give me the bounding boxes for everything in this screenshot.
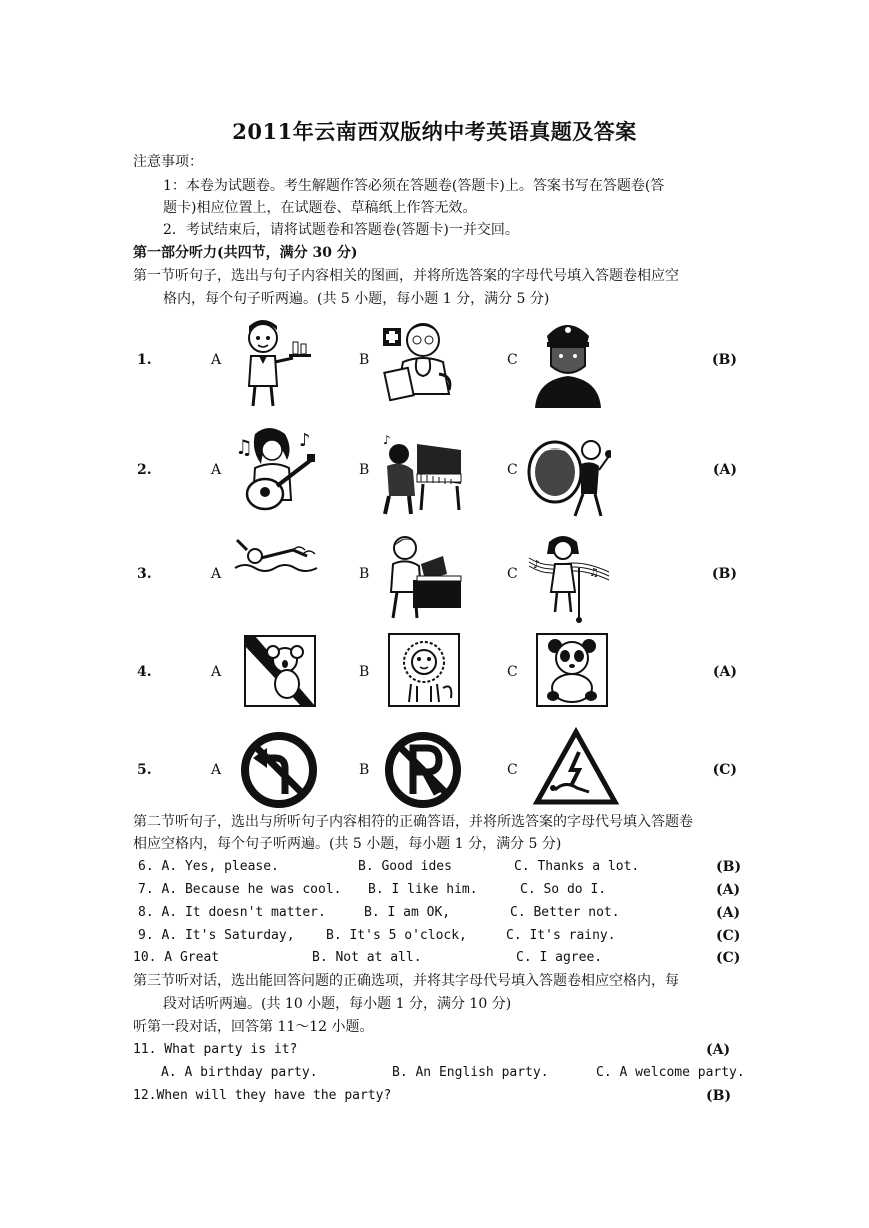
answer-label: (B) — [716, 859, 742, 875]
option-c-label: C — [507, 352, 518, 368]
option-b: B. Good ides — [358, 859, 452, 874]
option-b-label: B — [359, 566, 370, 582]
answer-label: (B) — [706, 1088, 732, 1104]
option-b: B. It's 5 o'clock, — [326, 928, 467, 943]
answer-label: (A) — [706, 1042, 731, 1058]
question-text: 11. What party is it? — [133, 1042, 298, 1057]
answer-label: (A) — [716, 905, 741, 921]
option-a-label: A — [211, 664, 222, 680]
section2-instructions-line-1: 第二节听句子，选出与所听句子内容相符的正确答语，并将所选答案的字母代号填入答题卷 — [133, 814, 693, 830]
pianist-boy-icon — [377, 528, 463, 624]
option-c: C. Thanks a lot. — [514, 859, 640, 874]
option-b: B. Not at all. — [312, 950, 422, 965]
svg-text:♪: ♪ — [533, 558, 541, 571]
option-b-label: B — [359, 352, 370, 368]
svg-text:♪: ♪ — [383, 433, 391, 447]
section3-instructions-line-2: 段对话听两遍。(共 10 小题，每小题 1 分，满分 10 分) — [163, 996, 512, 1012]
picture-question-5 — [133, 724, 743, 820]
doctor-icon — [377, 314, 463, 410]
option-a-label: A — [211, 462, 222, 478]
question-text: 12.When will they have the party? — [133, 1088, 392, 1103]
notice-heading: 注意事项： — [133, 154, 203, 170]
picture-question-3 — [133, 528, 743, 624]
notice-item-1-line-2: 题卡)相应位置上，在试题卷、草稿纸上作答无效。 — [163, 200, 477, 216]
question-number: 1. — [137, 352, 152, 368]
notice-item-2: 2．考试结束后，请将试题卷和答题卷(答题卡)一并交回。 — [163, 222, 519, 238]
piano-player-icon — [377, 424, 463, 520]
option-a-label: A — [211, 762, 222, 778]
lion-icon — [387, 626, 473, 722]
policeman-icon — [525, 314, 611, 410]
option-a-label: A — [211, 352, 222, 368]
option-a: 10. A Great — [133, 950, 220, 965]
question-number: 5. — [137, 762, 152, 778]
answer-label: (C) — [712, 762, 737, 778]
section1-instructions-line-2: 格内，每个句子听两遍。(共 5 小题，每小题 1 分，满分 5 分) — [163, 291, 550, 307]
section3-instructions-line-1: 第三节听对话，选出能回答问题的正确选项，并将其字母代号填入答题卷相应空格内，每 — [133, 973, 679, 989]
option-b-label: B — [359, 664, 370, 680]
picture-question-1 — [133, 314, 743, 410]
section1-instructions-line-1: 第一节听句子，选出与句子内容相关的图画，并将所选答案的字母代号填入答题卷相应空 — [133, 268, 679, 284]
koala-icon — [243, 626, 329, 722]
option-c-label: C — [507, 462, 518, 478]
answer-label: (B) — [711, 352, 737, 368]
waiter-icon — [233, 314, 319, 410]
option-c: C. A welcome party. — [596, 1065, 745, 1080]
question-number: 3. — [137, 566, 152, 582]
answer-label: (C) — [716, 928, 741, 944]
dialog-1-heading: 听第一段对话，回答第 11～12 小题。 — [133, 1019, 374, 1035]
page-title: 2011年云南西双版纳中考英语真题及答案 — [232, 119, 637, 144]
svg-text:♪: ♪ — [299, 430, 311, 451]
picture-question-4 — [133, 626, 743, 722]
singer-girl-icon — [525, 528, 611, 624]
question-number: 2. — [137, 462, 152, 478]
option-c: C. Better not. — [510, 905, 620, 920]
option-b: B. I like him. — [368, 882, 478, 897]
option-b: B. An English party. — [392, 1065, 549, 1080]
section2-instructions-line-2: 相应空格内，每个句子听两遍。(共 5 小题，每小题 1 分，满分 5 分) — [133, 836, 562, 852]
option-c: C. So do I. — [520, 882, 607, 897]
answer-label: (A) — [712, 462, 737, 478]
notice-item-1-line-1: 1：本卷为试题卷。考生解题作答必须在答题卷(答题卡)上。答案书写在答题卷(答 — [163, 178, 665, 194]
option-c: C. I agree. — [516, 950, 603, 965]
answer-label: (C) — [716, 950, 741, 966]
no-left-turn-sign-icon — [239, 724, 325, 820]
option-b-label: B — [359, 462, 370, 478]
option-a: 8. A. It doesn't matter. — [138, 905, 326, 920]
svg-text:♫: ♫ — [235, 435, 253, 459]
answer-label: (B) — [711, 566, 737, 582]
picture-question-2 — [133, 424, 743, 520]
swimmer-icon — [233, 528, 319, 624]
drummer-icon — [525, 424, 611, 520]
question-number: 4. — [137, 664, 152, 680]
option-b-label: B — [359, 762, 370, 778]
guitar-player-icon — [233, 424, 319, 520]
option-a: 9. A. It's Saturday, — [138, 928, 295, 943]
panda-icon — [535, 626, 621, 722]
electric-danger-sign-icon — [533, 724, 619, 820]
option-c: C. It's rainy. — [506, 928, 616, 943]
option-a: 6. A. Yes, please. — [138, 859, 279, 874]
answer-label: (A) — [716, 882, 741, 898]
part1-heading: 第一部分听力(共四节，满分 30 分) — [133, 245, 358, 261]
option-b: B. I am OK, — [364, 905, 451, 920]
option-a: 7. A. Because he was cool. — [138, 882, 342, 897]
option-c-label: C — [507, 762, 518, 778]
option-c-label: C — [507, 566, 518, 582]
svg-text:♫: ♫ — [589, 566, 599, 579]
option-a-label: A — [211, 566, 222, 582]
option-a: A. A birthday party. — [161, 1065, 318, 1080]
answer-label: (A) — [712, 664, 737, 680]
no-parking-sign-icon — [383, 724, 469, 820]
option-c-label: C — [507, 664, 518, 680]
